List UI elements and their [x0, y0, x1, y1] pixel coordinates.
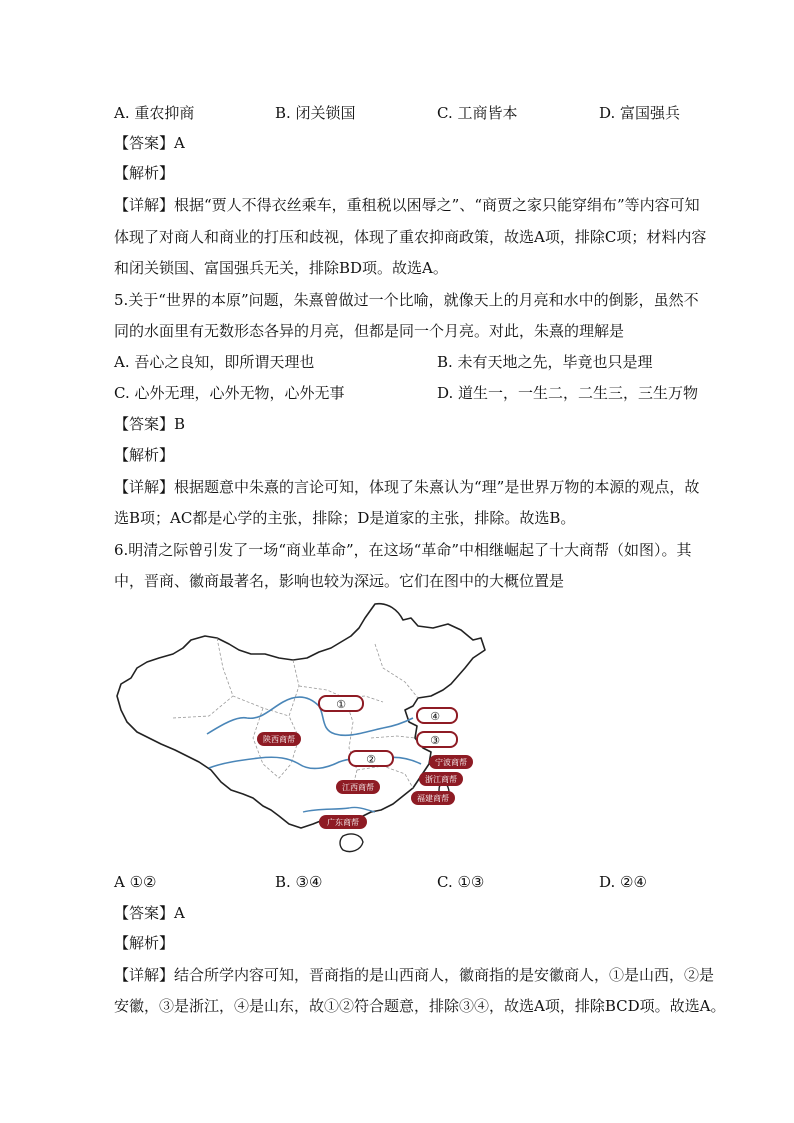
svg-text:宁波商帮: 宁波商帮: [435, 758, 467, 767]
marker-1: [319, 696, 363, 711]
q6-option-a: A ①②: [114, 873, 157, 891]
q6-option-d: D. ②④: [599, 873, 647, 891]
svg-text:②: ②: [366, 753, 376, 766]
svg-text:福建商帮: 福建商帮: [417, 794, 449, 803]
map-hainan: [340, 834, 363, 852]
q5-stem-line-1: 5.关于“世界的本原”问题，朱熹曾做过一个比喻，就像天上的月亮和水中的倒影，虽然不: [114, 291, 699, 309]
label-ningbo: [429, 755, 473, 769]
q4-option-c: C. 工商皆本: [437, 104, 518, 122]
q4-detail-line-2: 体现了对商人和商业的打压和歧视，体现了重农抑商政策，故选A项，排除C项；材料内容: [114, 228, 707, 246]
q4-option-a: A. 重农抑商: [114, 104, 195, 122]
label-zhejiang: [419, 772, 463, 786]
q5-option-b: B. 未有天地之先，毕竟也只是理: [437, 353, 653, 371]
label-shaanxi: [257, 732, 301, 746]
q6-detail-line-2: 安徽，③是浙江，④是山东，故①②符合题意，排除③④，故选A项，排除BCD项。故选A。: [114, 997, 726, 1015]
q6-detail-line-1: 【详解】结合所学内容可知，晋商指的是山西商人，徽商指的是安徽商人，①是山西，②是: [114, 966, 715, 984]
q6-option-c: C. ①③: [437, 873, 485, 891]
q4-option-d: D. 富国强兵: [599, 104, 681, 122]
q6-option-b: B. ③④: [275, 873, 323, 891]
marker-4: [417, 708, 457, 723]
label-fujian: [411, 791, 455, 805]
svg-text:江西商帮: 江西商帮: [342, 783, 374, 792]
svg-text:浙江商帮: 浙江商帮: [425, 775, 457, 784]
q4-answer: 【答案】A: [114, 134, 185, 152]
q5-analysis-heading: 【解析】: [114, 446, 175, 464]
q5-stem-line-2: 同的水面里有无数形态各异的月亮，但都是同一个月亮。对此，朱熹的理解是: [114, 322, 625, 340]
marker-3: [417, 732, 457, 747]
q5-detail-line-1: 【详解】根据题意中朱熹的言论可知，体现了朱熹认为“理”是世界万物的本源的观点，故: [114, 478, 700, 496]
label-jiangxi: [336, 780, 380, 794]
q5-option-d: D. 道生一，一生二，二生三，三生万物: [437, 384, 699, 402]
china-merchant-map: [113, 598, 493, 863]
q5-detail-line-2: 选B项；AC都是心学的主张，排除；D是道家的主张，排除。故选B。: [114, 509, 576, 527]
q6-answer: 【答案】A: [114, 904, 185, 922]
q5-answer: 【答案】B: [114, 415, 186, 433]
q4-analysis-heading: 【解析】: [114, 164, 175, 182]
q4-option-b: B. 闭关锁国: [275, 104, 356, 122]
svg-text:广东商帮: 广东商帮: [327, 818, 359, 827]
q4-detail-line-3: 和闭关锁国、富国强兵无关，排除BD项。故选A。: [114, 259, 448, 277]
q6-stem-line-1: 6.明清之际曾引发了一场“商业革命”，在这场“革命”中相继崛起了十大商帮（如图）。其: [114, 541, 692, 559]
svg-text:陕西商帮: 陕西商帮: [263, 735, 295, 744]
svg-text:④: ④: [430, 710, 440, 723]
q4-detail-line-1: 【详解】根据“贾人不得衣丝乘车，重租税以困辱之”、“商贾之家只能穿绢布”等内容可知: [114, 196, 700, 214]
svg-text:①: ①: [336, 698, 346, 711]
q5-option-a: A. 吾心之良知，即所谓天理也: [114, 353, 315, 371]
q5-option-c: C. 心外无理，心外无物，心外无事: [114, 384, 345, 402]
marker-2: [349, 751, 393, 766]
label-guangdong: [319, 815, 367, 829]
q6-stem-line-2: 中，晋商、徽商最著名，影响也较为深远。它们在图中的大概位置是: [114, 572, 565, 590]
q6-analysis-heading: 【解析】: [114, 934, 175, 952]
svg-text:③: ③: [430, 734, 440, 747]
